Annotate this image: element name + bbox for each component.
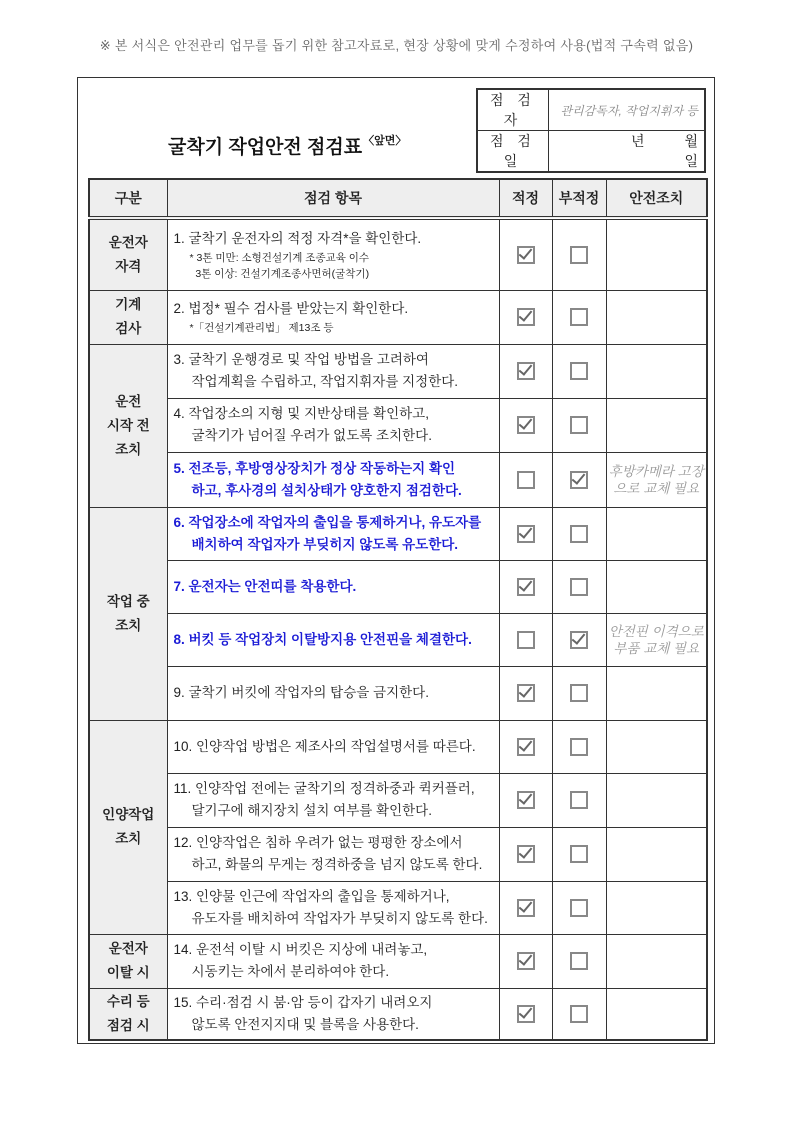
safety-action-field[interactable] <box>606 452 707 507</box>
table-row <box>89 720 707 773</box>
adequate-cell <box>499 560 552 613</box>
table-row <box>89 666 707 720</box>
adequate-checkbox[interactable] <box>517 1005 535 1023</box>
inadequate-cell <box>552 827 606 881</box>
check-item-text: 14. 운전석 이탈 시 버킷은 지상에 내려놓고, <box>173 942 428 957</box>
table-row <box>89 988 707 1040</box>
check-item-text: 11. 인양작업 전에는 굴착기의 정격하중과 퀵커플러, <box>173 781 475 796</box>
inadequate-cell <box>552 290 606 344</box>
check-item-text: 배치하여 작업자가 부딪히지 않도록 유도한다. <box>191 536 459 552</box>
category-label-line: 조치 <box>115 441 142 457</box>
category-cell <box>89 934 167 988</box>
category-label-line: 조치 <box>115 831 142 846</box>
date-field[interactable] <box>549 131 706 173</box>
category-label-line: 검사 <box>115 321 142 336</box>
category-label-line: 조치 <box>115 617 142 633</box>
inadequate-checkbox[interactable] <box>570 525 588 543</box>
category-cell <box>89 988 167 1040</box>
safety-action-field[interactable] <box>606 881 707 934</box>
check-item-cell <box>167 290 499 344</box>
category-label-line: 이탈 시 <box>106 965 150 980</box>
inadequate-checkbox[interactable] <box>570 416 588 434</box>
safety-action-field[interactable] <box>606 773 707 827</box>
category-label-line: 기계 <box>115 297 142 312</box>
safety-action-text: 후방카메라 고장 <box>608 463 704 479</box>
month-label: 월 <box>684 133 698 149</box>
check-item-text: 6. 작업장소에 작업자의 출입을 통제하거나, 유도자를 <box>173 514 482 530</box>
inadequate-checkbox[interactable] <box>570 631 588 649</box>
safety-action-field[interactable] <box>606 507 707 560</box>
table-row <box>89 613 707 666</box>
inadequate-checkbox[interactable] <box>570 308 588 326</box>
adequate-checkbox[interactable] <box>517 246 535 264</box>
check-item-footnote: 3톤 이상: 건설기계조종사면허(굴착기) <box>189 267 370 280</box>
category-label-line: 운전 <box>115 393 142 409</box>
inadequate-cell <box>552 398 606 452</box>
category-label-line: 운전자 <box>108 941 148 956</box>
adequate-checkbox[interactable] <box>517 952 535 970</box>
safety-action-text: 으로 교체 필요 <box>613 480 700 496</box>
table-row <box>89 290 707 344</box>
check-item-text: 하고, 화물의 무게는 정격하중을 넘지 않도록 한다. <box>191 857 483 872</box>
adequate-checkbox[interactable] <box>517 525 535 543</box>
table-row <box>89 934 707 988</box>
check-item-text: 5. 전조등, 후방영상장치가 정상 작동하는지 확인 <box>173 460 456 476</box>
table-row <box>89 507 707 560</box>
check-item-cell <box>167 666 499 720</box>
check-item-cell <box>167 988 499 1040</box>
adequate-cell <box>499 666 552 720</box>
check-item-cell <box>167 507 499 560</box>
inadequate-cell <box>552 344 606 398</box>
checklist-table <box>88 178 708 1041</box>
safety-action-field[interactable] <box>606 988 707 1040</box>
header-category: 구분 <box>89 179 167 218</box>
table-row <box>89 452 707 507</box>
check-item-cell <box>167 398 499 452</box>
adequate-cell <box>499 881 552 934</box>
table-row <box>89 827 707 881</box>
check-item-cell <box>167 881 499 934</box>
adequate-cell <box>499 507 552 560</box>
check-item-cell <box>167 344 499 398</box>
category-cell <box>89 344 167 507</box>
category-cell <box>89 720 167 934</box>
adequate-checkbox[interactable] <box>517 416 535 434</box>
header-adequate: 적정 <box>499 179 552 218</box>
date-label: 점 검 일 <box>477 131 549 173</box>
check-item-text: 4. 작업장소의 지형 및 지반상태를 확인하고, <box>173 406 429 421</box>
table-row <box>89 218 707 290</box>
inadequate-checkbox[interactable] <box>570 362 588 380</box>
check-item-text: 3. 굴착기 운행경로 및 작업 방법을 고려하여 <box>173 352 429 367</box>
inadequate-checkbox[interactable] <box>570 471 588 489</box>
table-row <box>89 344 707 398</box>
adequate-cell <box>499 827 552 881</box>
header-safety-action: 안전조치 <box>606 179 707 218</box>
adequate-cell <box>499 452 552 507</box>
check-item-footnote: *「건설기계관리법」 제13조 등 <box>189 322 334 334</box>
category-label-line: 수리 등 <box>106 993 150 1009</box>
table-header-row <box>89 179 707 218</box>
inadequate-checkbox[interactable] <box>570 1005 588 1023</box>
page-title <box>168 132 406 159</box>
adequate-checkbox[interactable] <box>517 899 535 917</box>
inadequate-checkbox[interactable] <box>570 578 588 596</box>
check-item-text: 유도자를 배치하여 작업자가 부딪히지 않도록 한다. <box>191 910 488 926</box>
safety-action-field[interactable] <box>606 720 707 773</box>
safety-action-field[interactable] <box>606 398 707 452</box>
check-item-text: 시동키는 차에서 분리하여야 한다. <box>191 964 390 979</box>
inadequate-checkbox[interactable] <box>570 899 588 917</box>
day-label: 일 <box>684 153 698 169</box>
check-item-text: 2. 법정* 필수 검사를 받았는지 확인한다. <box>173 301 409 316</box>
check-item-text: 12. 인양작업은 침하 우려가 없는 평평한 장소에서 <box>173 835 463 850</box>
adequate-cell <box>499 934 552 988</box>
inadequate-checkbox[interactable] <box>570 738 588 756</box>
inadequate-cell <box>552 881 606 934</box>
header-check-item: 점검 항목 <box>167 179 499 218</box>
adequate-checkbox[interactable] <box>517 578 535 596</box>
check-item-text: 15. 수리·점검 시 붐·암 등이 갑자기 내려오지 <box>173 994 433 1010</box>
inadequate-cell <box>552 560 606 613</box>
inadequate-cell <box>552 666 606 720</box>
adequate-cell <box>499 988 552 1040</box>
check-item-text: 1. 굴착기 운전자의 적정 자격*을 확인한다. <box>173 230 422 246</box>
category-label-line: 자격 <box>115 258 142 274</box>
category-label-line: 운전자 <box>108 234 148 250</box>
check-item-cell <box>167 720 499 773</box>
check-item-text: 7. 운전자는 안전띠를 착용한다. <box>173 578 357 594</box>
table-row <box>89 773 707 827</box>
safety-action-field[interactable] <box>606 613 707 666</box>
category-cell <box>89 290 167 344</box>
inadequate-checkbox[interactable] <box>570 952 588 970</box>
adequate-cell <box>499 613 552 666</box>
disclaimer-notice: ※ 본 서식은 안전관리 업무를 돕기 위한 참고자료로, 현장 상황에 맞게 수정하여 사용(법적 구속력 없음) <box>99 38 694 53</box>
inspector-field[interactable]: 관리감독자, 작업지휘자 등 <box>549 89 706 131</box>
safety-action-field[interactable] <box>606 560 707 613</box>
adequate-checkbox[interactable] <box>517 471 535 489</box>
category-cell <box>89 218 167 290</box>
check-item-footnote: * 3톤 미만: 소형건설기계 조종교육 이수 <box>189 251 370 264</box>
check-item-text: 8. 버킷 등 작업장치 이탈방지용 안전핀을 체결한다. <box>173 631 472 647</box>
check-item-cell <box>167 827 499 881</box>
check-item-cell <box>167 218 499 290</box>
table-row <box>89 398 707 452</box>
adequate-cell <box>499 218 552 290</box>
safety-action-field[interactable] <box>606 827 707 881</box>
check-item-text: 작업계획을 수립하고, 작업지휘자를 지정한다. <box>191 374 459 389</box>
title-suffix: 〈앞면〉 <box>363 135 407 147</box>
check-item-cell <box>167 773 499 827</box>
title-text: 굴착기 작업안전 점검표 <box>168 137 363 158</box>
adequate-cell <box>499 398 552 452</box>
year-label: 년 <box>630 133 645 149</box>
adequate-checkbox[interactable] <box>517 631 535 649</box>
adequate-cell <box>499 290 552 344</box>
safety-action-field[interactable] <box>606 934 707 988</box>
adequate-checkbox[interactable] <box>517 684 535 702</box>
adequate-checkbox[interactable] <box>517 845 535 863</box>
table-row <box>89 881 707 934</box>
adequate-checkbox[interactable] <box>517 738 535 756</box>
adequate-cell <box>499 773 552 827</box>
check-item-text: 굴착기가 넘어질 우려가 없도록 조치한다. <box>191 428 432 443</box>
inadequate-cell <box>552 613 606 666</box>
inadequate-cell <box>552 218 606 290</box>
inspection-info-box <box>476 88 706 173</box>
check-item-cell <box>167 934 499 988</box>
safety-action-field[interactable] <box>606 290 707 344</box>
check-item-text: 9. 굴착기 버킷에 작업자의 탑승을 금지한다. <box>173 685 429 700</box>
header-inadequate: 부적정 <box>552 179 606 218</box>
inadequate-checkbox[interactable] <box>570 246 588 264</box>
inadequate-checkbox[interactable] <box>570 845 588 863</box>
check-item-cell <box>167 613 499 666</box>
safety-action-text: 부품 교체 필요 <box>613 640 700 656</box>
check-item-cell <box>167 560 499 613</box>
safety-action-field[interactable] <box>606 218 707 290</box>
inadequate-cell <box>552 507 606 560</box>
inspector-label: 점 검 자 <box>477 89 549 131</box>
safety-action-field[interactable] <box>606 344 707 398</box>
check-item-text: 않도록 안전지지대 및 블록을 사용한다. <box>191 1016 419 1032</box>
inadequate-checkbox[interactable] <box>570 684 588 702</box>
check-item-text: 하고, 후사경의 설치상태가 양호한지 점검한다. <box>191 482 462 498</box>
inadequate-cell <box>552 934 606 988</box>
category-label-line: 작업 중 <box>106 593 150 609</box>
safety-action-text: 안전핀 이격으로 <box>608 623 704 639</box>
check-item-text: 10. 인양작업 방법은 제조사의 작업설명서를 따른다. <box>173 738 476 754</box>
inadequate-checkbox[interactable] <box>570 791 588 809</box>
inadequate-cell <box>552 720 606 773</box>
category-label-line: 인양작업 <box>102 807 155 822</box>
category-label-line: 점검 시 <box>106 1017 150 1033</box>
check-item-text: 13. 인양물 인근에 작업자의 출입을 통제하거나, <box>173 888 450 904</box>
adequate-checkbox[interactable] <box>517 362 535 380</box>
check-item-text: 달기구에 해지장치 설치 여부를 확인한다. <box>191 803 432 818</box>
inadequate-cell <box>552 452 606 507</box>
category-label-line: 시작 전 <box>106 417 150 433</box>
adequate-cell <box>499 344 552 398</box>
category-cell <box>89 507 167 720</box>
check-item-cell <box>167 452 499 507</box>
inadequate-cell <box>552 773 606 827</box>
inadequate-cell <box>552 988 606 1040</box>
adequate-checkbox[interactable] <box>517 308 535 326</box>
adequate-cell <box>499 720 552 773</box>
table-row <box>89 560 707 613</box>
adequate-checkbox[interactable] <box>517 791 535 809</box>
safety-action-field[interactable] <box>606 666 707 720</box>
